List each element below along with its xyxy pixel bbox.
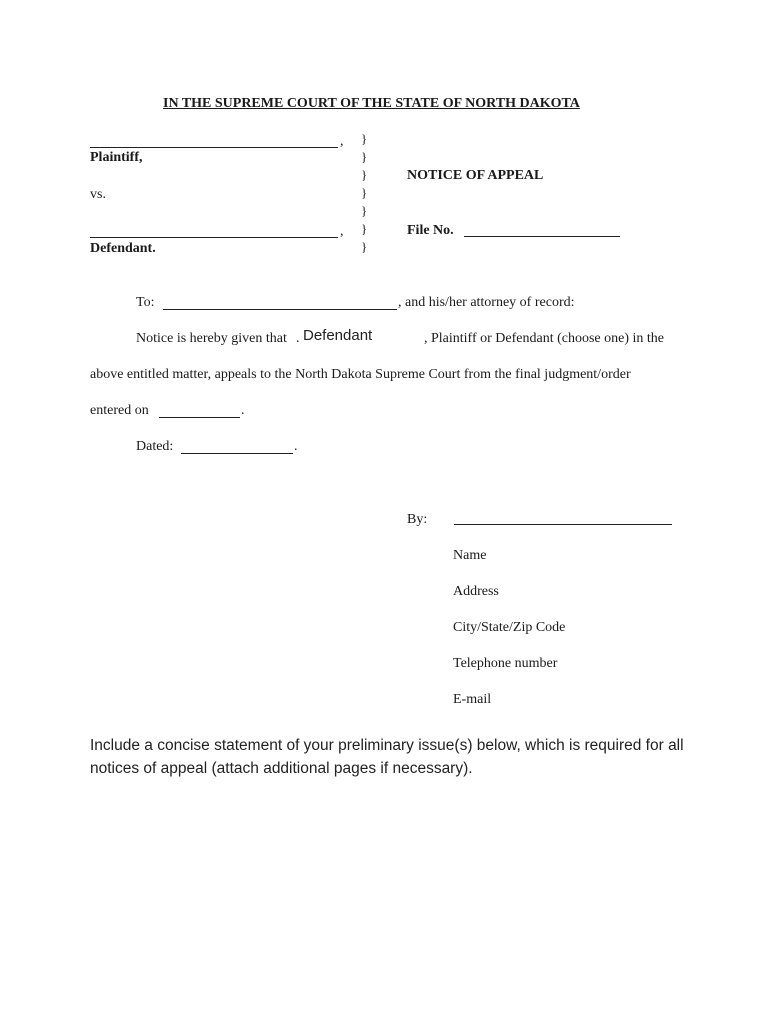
plaintiff-label: Plaintiff, (90, 150, 143, 165)
signature-field[interactable] (454, 524, 672, 525)
notice-line-2: above entitled matter, appeals to the North Dakota Supreme Court from the final judgment/order (90, 367, 631, 382)
signature-name: Name (453, 548, 487, 563)
file-no-label: File No. (407, 223, 454, 238)
brace-mark: } (361, 131, 368, 146)
defendant-comma: , (340, 224, 344, 239)
notice-suffix: , Plaintiff or Defendant (choose one) in the (424, 331, 665, 346)
entered-on-period: . (241, 403, 245, 418)
dated-period: . (294, 439, 298, 454)
signature-telephone: Telephone number (453, 656, 558, 671)
plaintiff-name-field[interactable] (90, 147, 338, 148)
notice-title: NOTICE OF APPEAL (407, 168, 544, 183)
notice-prefix-dot: . (296, 331, 300, 346)
to-recipient-field[interactable] (163, 309, 397, 310)
brace-mark: } (361, 239, 368, 254)
file-no-field[interactable] (464, 236, 620, 237)
to-label: To: (136, 295, 155, 310)
dated-label: Dated: (136, 439, 174, 454)
brace-mark: } (361, 185, 368, 200)
defendant-name-field[interactable] (90, 237, 338, 238)
brace-mark: } (361, 149, 368, 164)
brace-mark: } (361, 221, 368, 236)
signature-city-state-zip: City/State/Zip Code (453, 620, 566, 635)
signature-address: Address (453, 584, 499, 599)
notice-prefix: Notice is hereby given that (136, 331, 287, 346)
to-suffix: , and his/her attorney of record: (398, 295, 575, 310)
by-label: By: (407, 512, 428, 527)
preliminary-issues-instruction: Include a concise statement of your preliminary issue(s) below, which is required for all notices of appeal (attach additional pages if necessary). (90, 737, 684, 777)
versus-label: vs. (90, 187, 106, 202)
plaintiff-comma: , (340, 134, 344, 149)
entered-on-label: entered on (90, 403, 149, 418)
signature-email: E-mail (453, 692, 492, 707)
court-title: IN THE SUPREME COURT OF THE STATE OF NORTH DAKOTA (163, 96, 580, 111)
appellant-input[interactable]: Defendant (303, 327, 373, 344)
dated-field[interactable] (181, 453, 293, 454)
defendant-label: Defendant. (90, 241, 156, 256)
entered-on-date-field[interactable] (159, 417, 240, 418)
brace-mark: } (361, 203, 368, 218)
brace-mark: } (361, 167, 368, 182)
